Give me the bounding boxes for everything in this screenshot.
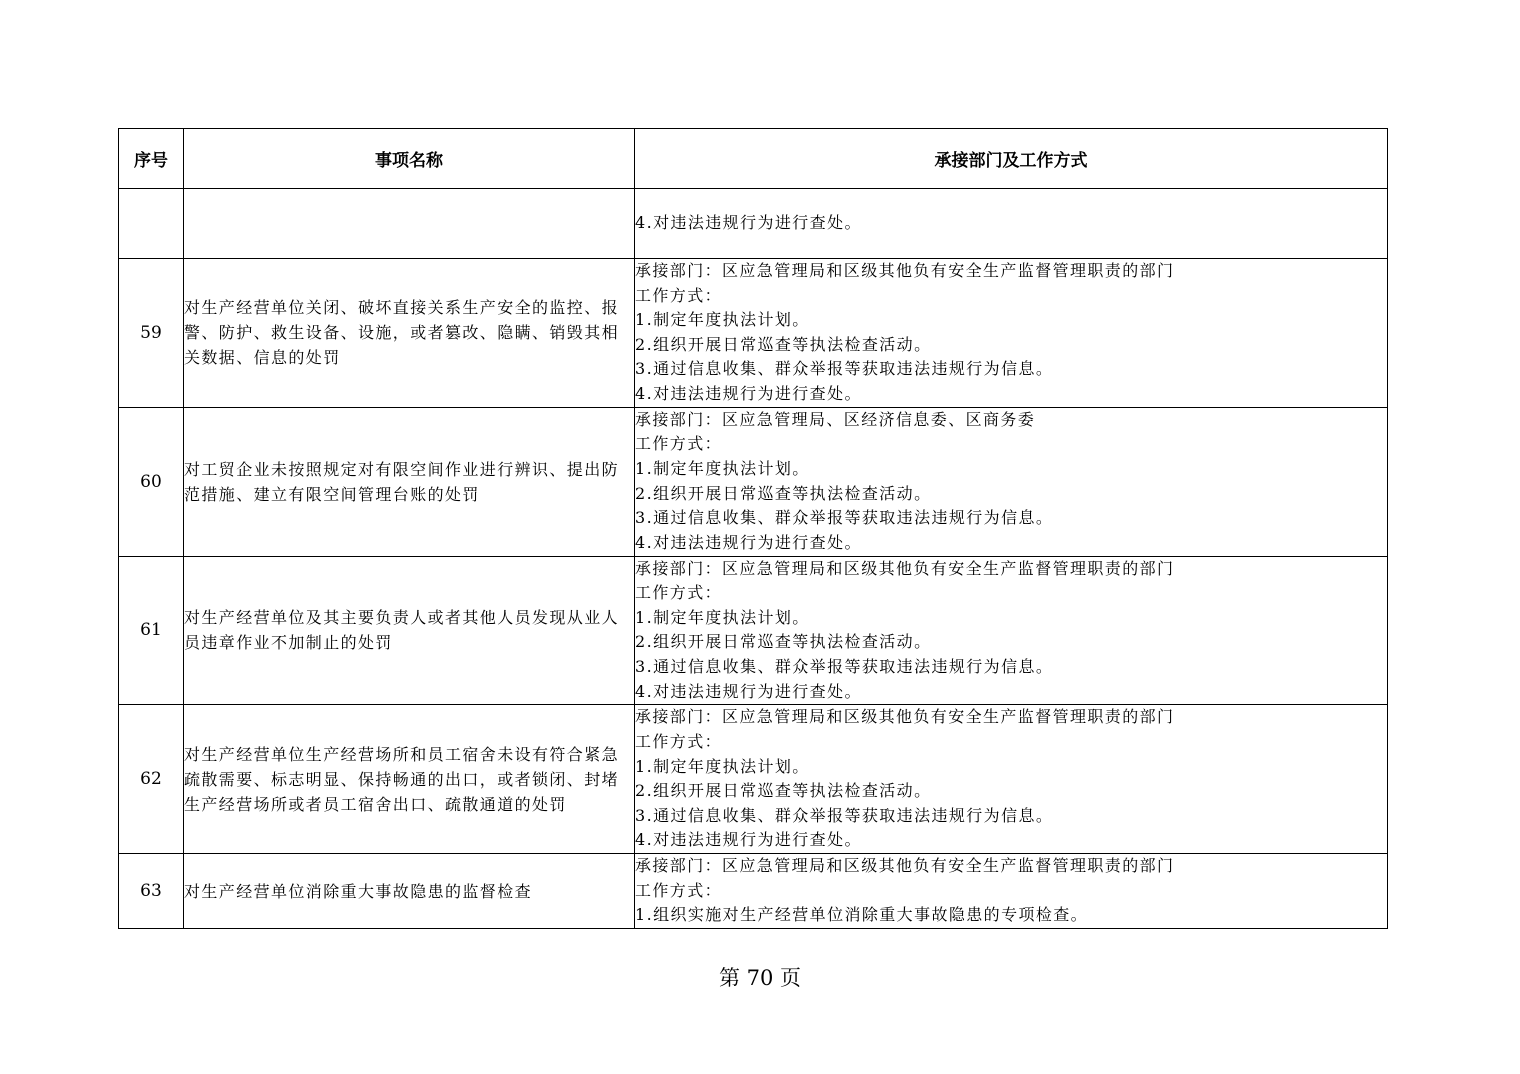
dept-line: 工作方式：	[635, 434, 723, 454]
table-row	[119, 854, 1388, 929]
row-item-name	[184, 189, 635, 259]
item-table	[118, 128, 1388, 929]
dept-line: 承接部门：区应急管理局和区级其他负有安全生产监督管理职责的部门	[635, 261, 1175, 280]
dept-line: 3.通过信息收集、群众举报等获取违法违规行为信息。	[635, 656, 1054, 676]
dept-line: 工作方式：	[635, 731, 723, 751]
table-row	[119, 407, 1388, 556]
dept-line: 1.制定年度执法计划。	[635, 756, 810, 776]
row-item-name: 对生产经营单位及其主要负责人或者其他人员发现从业人员违章作业不加制止的处罚	[184, 556, 635, 705]
row-seq: 59	[119, 259, 184, 408]
row-dept-method	[635, 854, 1388, 929]
row-seq: 62	[119, 705, 184, 854]
row-dept-method	[635, 407, 1388, 556]
dept-line: 3.通过信息收集、群众举报等获取违法违规行为信息。	[635, 359, 1054, 379]
dept-line: 4.对违法违规行为进行查处。	[635, 681, 862, 701]
dept-line: 4.对违法违规行为进行查处。	[635, 213, 862, 233]
dept-line: 1.制定年度执法计划。	[635, 310, 810, 330]
table-row	[119, 556, 1388, 705]
header-dept-method: 承接部门及工作方式	[635, 129, 1388, 189]
page-number: 第 70 页	[718, 966, 802, 990]
dept-line: 2.组织开展日常巡查等执法检查活动。	[635, 483, 932, 503]
row-dept-method	[635, 556, 1388, 705]
dept-line: 1.制定年度执法计划。	[635, 607, 810, 627]
table-row	[119, 189, 1388, 259]
dept-line: 承接部门：区应急管理局和区级其他负有安全生产监督管理职责的部门	[635, 707, 1175, 727]
dept-line: 工作方式：	[635, 583, 723, 603]
dept-line: 2.组织开展日常巡查等执法检查活动。	[635, 334, 932, 354]
dept-line: 工作方式：	[635, 285, 723, 305]
table-row	[119, 705, 1388, 854]
dept-line: 4.对违法违规行为进行查处。	[635, 830, 862, 850]
dept-line: 3.通过信息收集、群众举报等获取违法违规行为信息。	[635, 508, 1054, 528]
row-dept-method	[635, 189, 1388, 259]
row-item-name: 对工贸企业未按照规定对有限空间作业进行辨识、提出防范措施、建立有限空间管理台账的处罚	[184, 407, 635, 556]
row-seq: 61	[119, 556, 184, 705]
header-seq: 序号	[119, 129, 184, 189]
row-seq: 63	[119, 854, 184, 929]
dept-line: 承接部门：区应急管理局和区级其他负有安全生产监督管理职责的部门	[635, 558, 1175, 578]
row-item-name: 对生产经营单位生产经营场所和员工宿舍未设有符合紧急疏散需要、标志明显、保持畅通的出口，或者锁闭、封堵生产经营场所或者员工宿舍出口、疏散通道的处罚	[184, 705, 635, 854]
dept-line: 3.通过信息收集、群众举报等获取违法违规行为信息。	[635, 805, 1054, 825]
row-dept-method	[635, 259, 1388, 408]
dept-line: 4.对违法违规行为进行查处。	[635, 383, 862, 403]
dept-line: 2.组织开展日常巡查等执法检查活动。	[635, 781, 932, 801]
dept-line: 4.对违法违规行为进行查处。	[635, 532, 862, 552]
dept-line: 1.组织实施对生产经营单位消除重大事故隐患的专项检查。	[635, 905, 1089, 925]
dept-line: 1.制定年度执法计划。	[635, 458, 810, 478]
table-row	[119, 259, 1388, 408]
row-item-name: 对生产经营单位消除重大事故隐患的监督检查	[184, 854, 635, 929]
dept-line: 承接部门：区应急管理局和区级其他负有安全生产监督管理职责的部门	[635, 856, 1175, 876]
dept-line: 承接部门：区应急管理局、区经济信息委、区商务委	[635, 409, 1036, 429]
dept-line: 工作方式：	[635, 880, 723, 900]
header-item-name: 事项名称	[184, 129, 635, 189]
row-seq: 60	[119, 407, 184, 556]
dept-line: 2.组织开展日常巡查等执法检查活动。	[635, 632, 932, 652]
table-header-row	[119, 129, 1388, 189]
row-seq	[119, 189, 184, 259]
row-item-name: 对生产经营单位关闭、破坏直接关系生产安全的监控、报警、防护、救生设备、设施，或者篡改、隐瞒、销毁其相关数据、信息的处罚	[184, 259, 635, 408]
row-dept-method	[635, 705, 1388, 854]
